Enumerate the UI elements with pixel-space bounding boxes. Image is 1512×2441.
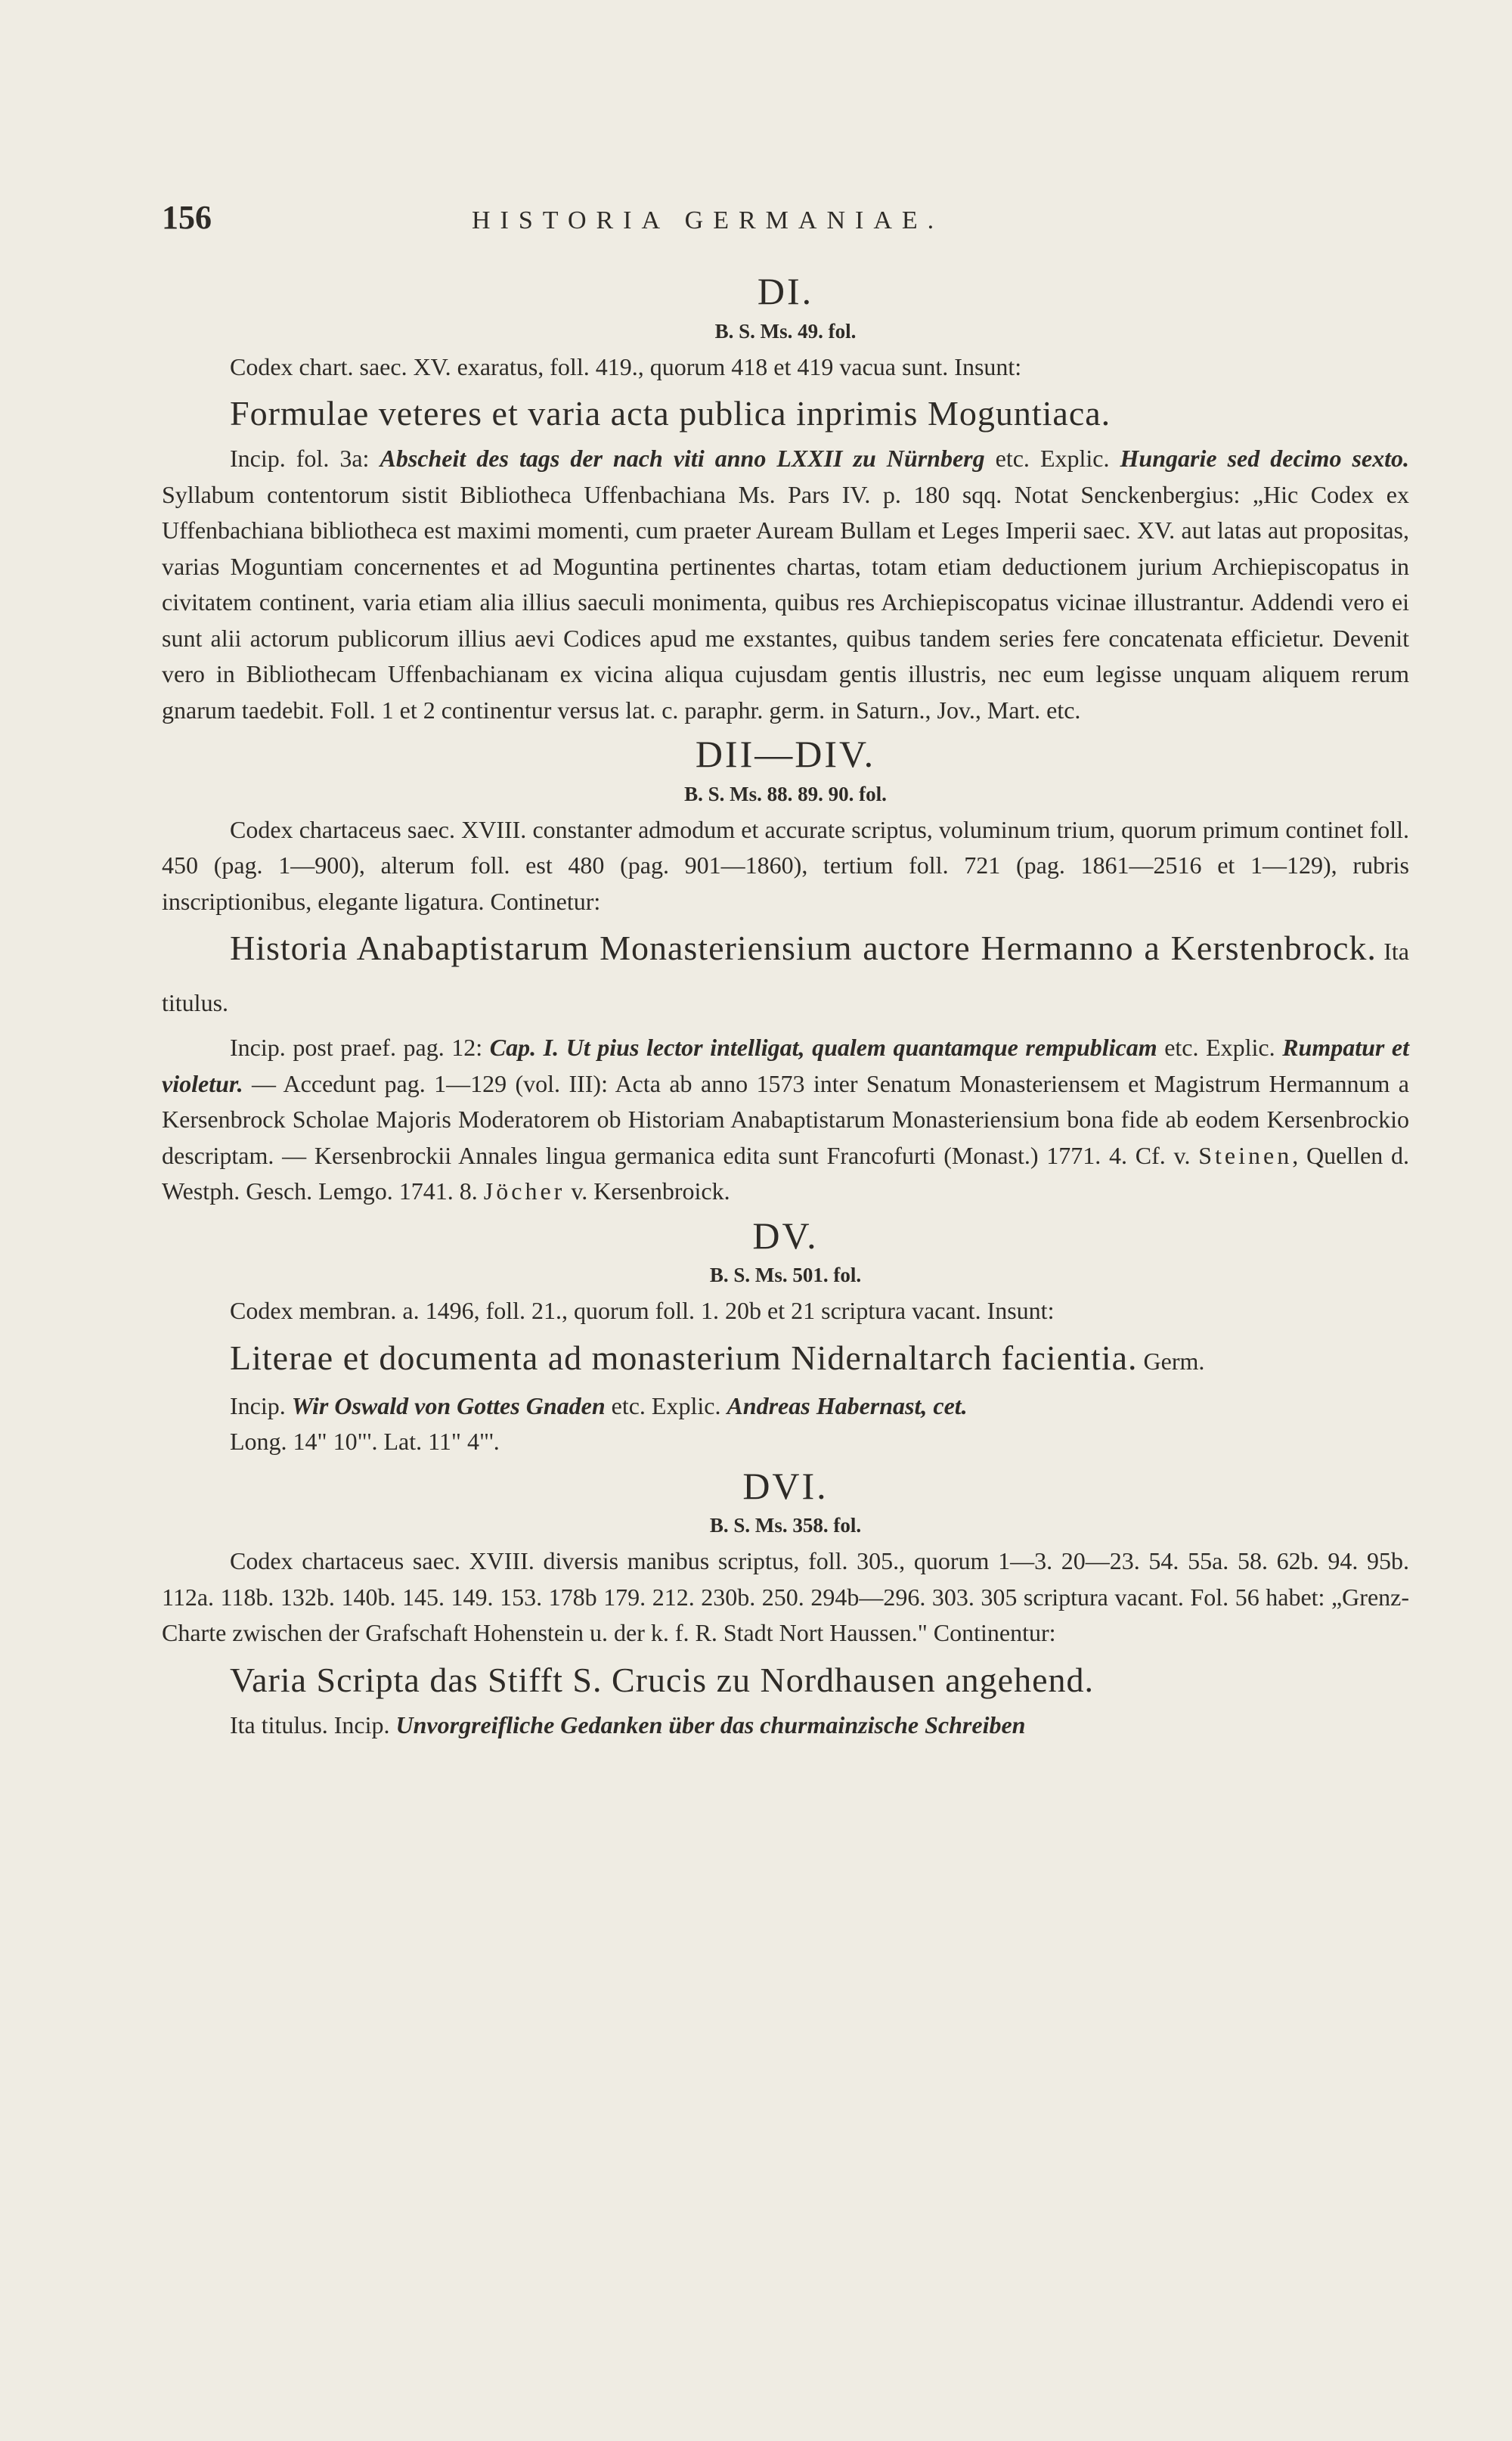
incipit-text: Wir Oswald von Gottes Gnaden — [291, 1391, 606, 1419]
explicit-text: Rumpatur et violetur. — [162, 1034, 1410, 1097]
entry-number: DII—DIV. — [695, 733, 876, 775]
codex-description: Codex membran. a. 1496, foll. 21., quorum foll. 1. 20b et 21 scriptura vacant. Insunt: — [230, 1297, 1055, 1324]
entry-title: Varia Scripta das Stifft S. Crucis zu Nordhausen angehend. — [230, 1660, 1095, 1699]
incipit-text: Abscheit des tags der nach viti anno LXXII zu Nürnberg — [380, 445, 985, 472]
entry-title: Formulae veteres et varia acta publica inprimis Moguntiaca. — [230, 394, 1111, 433]
catalog-entry-dvi — [162, 1465, 1409, 1744]
shelfmark: B. S. Ms. 49. fol. — [714, 319, 857, 343]
explicit-text: Hungarie sed decimo sexto. — [1120, 445, 1410, 472]
shelfmark: B. S. Ms. 358. fol. — [709, 1514, 862, 1537]
codex-description: Codex chart. saec. XV. exaratus, foll. 419., quorum 418 et 419 vacua sunt. Insunt: — [230, 352, 1022, 380]
catalog-entry-dii-div — [162, 733, 1409, 1210]
codex-description: Codex chartaceus saec. XVIII. constanter admodum et accurate scriptus, voluminum trium, quorum primum continet foll. 450 (pag. 1—900), alterum foll. est 480 (pag. 901—1860), tertium foll. 721 (pag. 1861—2516 et 1—129), rubris inscriptionibus, elegante ligatura. Continetur: — [162, 815, 1409, 915]
entry-notes: Incip. fol. 3a: Abscheit des tags der nach viti anno LXXII zu Nürnberg etc. Explic. Hungarie sed decimo sexto. Syllabum contentorum sistit Bibliotheca Uffenbachiana Ms. Pars IV. p. 180 sqq. Notat Senckenbergius: „Hic Codex ex Uffenbachiana bibliotheca est maximi momenti, cum praeter Auream Bullam et Leges Imperii saec. XV. aut latas aut propositas, varias Moguntiam concernentes et ad Moguntina pertinentes chartas, totam etiam deductionem jurium Archiepiscopatus in civitatem continent, varia etiam alia illius saeculi monimenta, quibus res Archiepiscopatus vicinae illustrantur. Addendi vero ei sunt alii actorum publicorum illius aevi Codices apud me exstantes, quibus tandem series fere concatenata efficietur. Devenit vero in Bibliothecam Uffenbachianam ex vicina aliqua cujusdam gentis illustris, nec eum legisse unquam aliquem rerum gnarum taedebit. Foll. 1 et 2 continentur versus lat. c. paraphr. germ. in Saturn., Jov., Mart. etc. — [162, 445, 1410, 724]
shelfmark: B. S. Ms. 501. fol. — [709, 1264, 862, 1286]
measurements: Long. 14" 10"'. Lat. 11" 4"'. — [230, 1428, 500, 1455]
entry-number: DI. — [757, 270, 814, 312]
text-column — [162, 198, 1409, 1743]
entry-number: DV. — [752, 1214, 819, 1257]
entry-notes: Ita titulus. Incip. Unvorgreifliche Gedanken über das churmainzische Schreiben — [230, 1711, 1026, 1738]
entry-number: DVI. — [742, 1464, 829, 1507]
entry-title: Literae et documenta ad monasterium Nidernaltarch facientia. Germ. — [230, 1338, 1205, 1377]
catalog-entry-dv — [162, 1214, 1409, 1460]
explicit-text: Andreas Habernast, cet. — [727, 1391, 968, 1419]
incipit-text: Cap. I. Ut pius lector intelligat, qualem quantamque rempublicam — [489, 1034, 1157, 1061]
entry-notes: Incip. post praef. pag. 12: Cap. I. Ut pius lector intelligat, qualem quantamque rempublicam etc. Explic. Rumpatur et violetur. — Accedunt pag. 1—129 (vol. III): Acta ab anno 1573 inter Senatum Monasteriensem et Magistrum Hermannum a Kersenbrock Scholae Majoris Moderatorem ob Historiam Anabaptistarum Monasteriensium bona fide ab eodem Kersenbrockio descriptam. — Kersenbrockii Annales lingua germanica edita sunt Francofurti (Monast.) 1771. 4. Cf. v. Steinen, Quellen d. Westph. Gesch. Lemgo. 1741. 8. Jöcher v. Kersenbroick. — [162, 1034, 1410, 1205]
entry-title: Historia Anabaptistarum Monasteriensium auctore Hermanno a Kerstenbrock. Ita titulus. — [162, 929, 1409, 1016]
running-title: HISTORIA GERMANIAE. — [472, 206, 944, 234]
shelfmark: B. S. Ms. 88. 89. 90. fol. — [684, 782, 887, 805]
catalog-entry-di — [162, 270, 1409, 728]
codex-description: Codex chartaceus saec. XVIII. diversis manibus scriptus, foll. 305., quorum 1—3. 20—23. 54. 55a. 58. 62b. 94. 95b. 112a. 118b. 132b. 140b. 145. 149. 153. 178b 179. 212. 230b. 250. 294b—296. 303. 305 scriptura vacant. Fol. 56 habet: „Grenz-Charte zwischen der Grafschaft Hohenstein u. der k. f. R. Stadt Nort Haussen." Continentur: — [162, 1547, 1409, 1646]
author-name: Jöcher — [483, 1177, 565, 1205]
page-number: 156 — [162, 199, 212, 236]
author-name: Steinen — [1198, 1141, 1293, 1169]
entry-notes: Incip. Wir Oswald von Gottes Gnaden etc. Explic. Andreas Habernast, cet. — [230, 1391, 968, 1419]
running-head — [162, 198, 1409, 237]
incipit-text: Unvorgreifliche Gedanken über das churmainzische Schreiben — [395, 1711, 1026, 1738]
